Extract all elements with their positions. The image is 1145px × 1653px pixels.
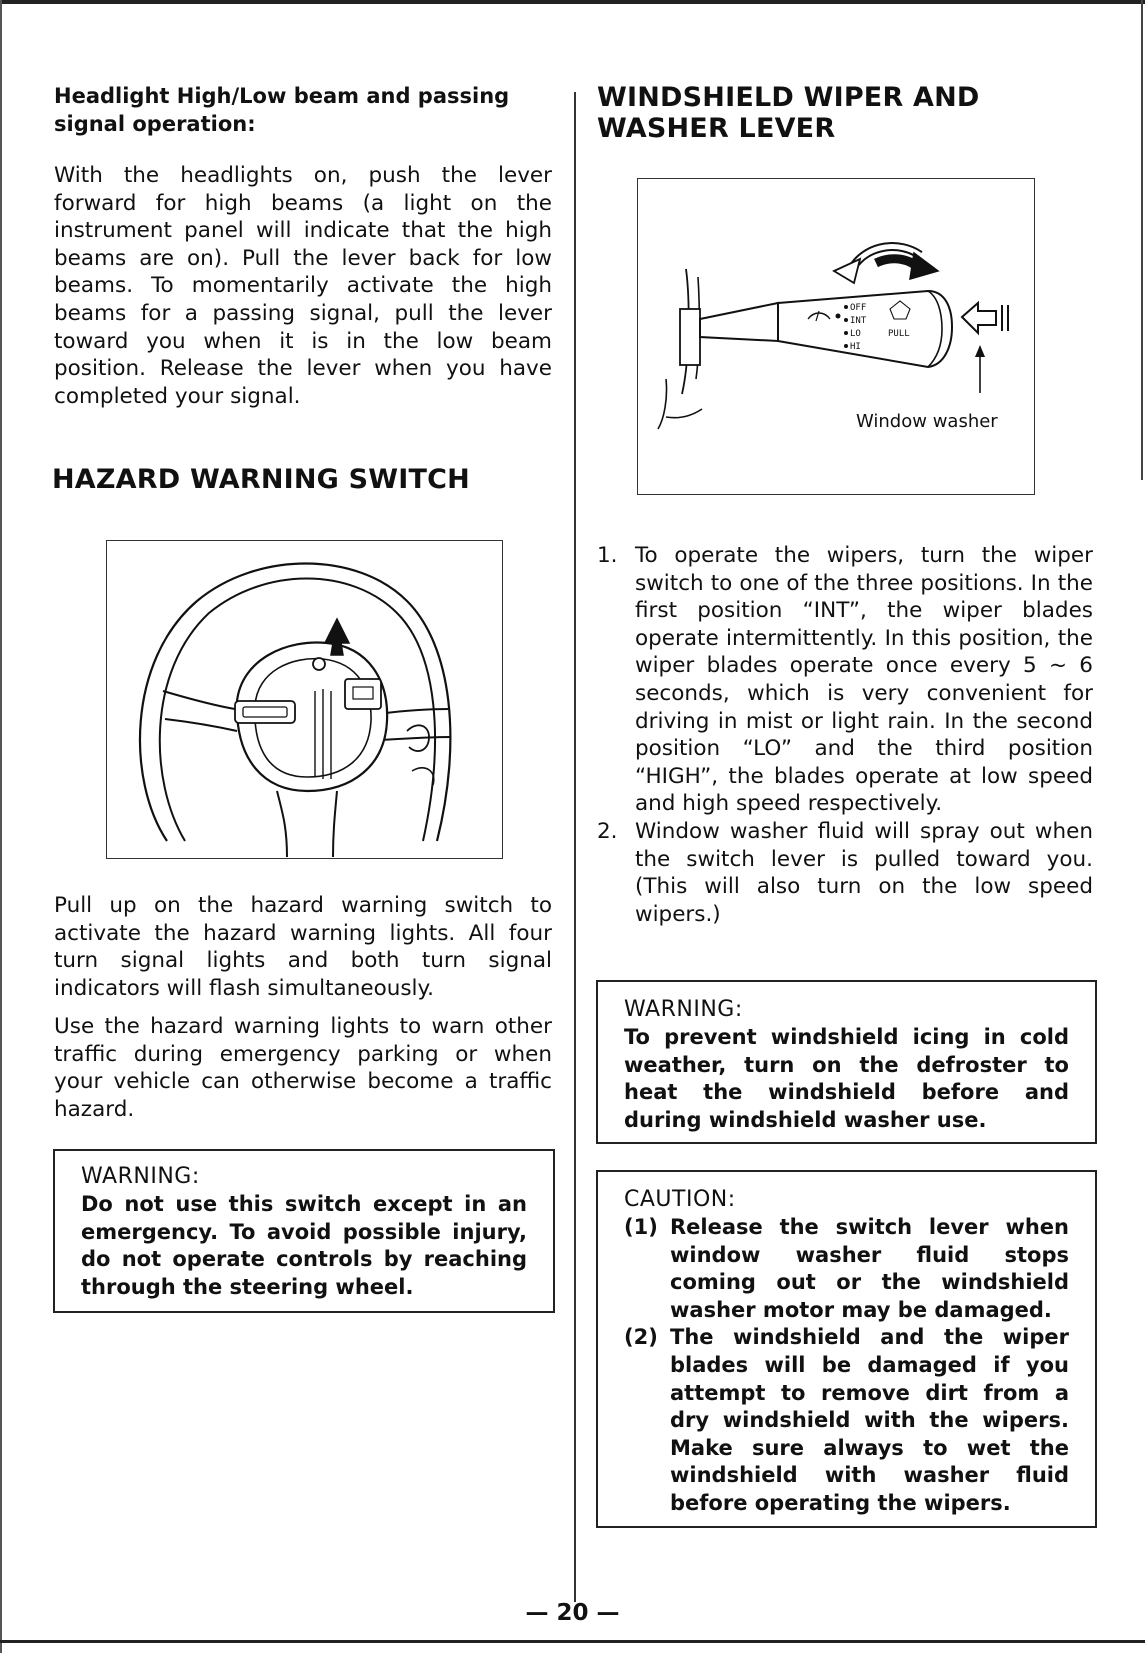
page-right-edge-mark	[1141, 0, 1143, 480]
caution-item-2-text: The windshield and the wiper blades will be damaged if you attempt to remove dirt from a dry windshield with the wipers. Make sure always to wet the windshield with washer fluid before operating the wipers.	[670, 1325, 1069, 1515]
hazard-warning-box	[53, 1149, 555, 1313]
wiper-step-1	[597, 542, 1093, 818]
lever-label-pull: PULL	[888, 329, 910, 339]
wiper-step-2	[597, 818, 1093, 928]
wiper-step-1-text: To operate the wipers, turn the wiper switch to one of the three positions. In the first position “INT”, the wiper blades operate intermittently. In this position, the wiper blades operate once every 5 ~ 6 seconds, which is very convenient for driving in mist or light rain. In the second position “LO” and the third position “HIGH”, the blades operate at low speed and high speed respectively.	[635, 543, 1093, 817]
page-left-border	[0, 0, 2, 1653]
lever-label-int: INT	[850, 316, 867, 326]
wiper-step-2-text: Window washer fluid will spray out when the switch lever is pulled toward you. (This will also turn on the low speed wipers.)	[635, 818, 1093, 927]
steering-wheel-figure	[106, 540, 503, 859]
wiper-warning-box	[596, 980, 1097, 1144]
wiper-caution-box	[596, 1170, 1097, 1528]
caution-item-1-text: Release the switch lever when window washer fluid stops coming out or the windshield washer motor may be damaged.	[670, 1215, 1069, 1322]
wiper-section-title	[597, 82, 1097, 144]
caution-item-1	[624, 1214, 1069, 1324]
lever-label-lo: LO	[850, 329, 861, 339]
hazard-paragraph-1: Pull up on the hazard warning switch to activate the hazard warning lights. All four turn signal lights and both turn signal indicators will flash simultaneously.	[54, 893, 552, 1001]
hazard-warning-text: Do not use this switch except in an emergency. To avoid possible injury, do not operate controls by reaching through the steering wheel.	[81, 1192, 527, 1299]
caution-item-1-number: (1)	[624, 1215, 658, 1239]
wiper-title-line-1: WINDSHIELD WIPER AND	[597, 82, 980, 113]
caution-list	[624, 1214, 1069, 1518]
wiper-title-line-2: WASHER LEVER	[597, 113, 836, 144]
page-top-border	[0, 0, 1145, 4]
caution-item-2	[624, 1324, 1069, 1517]
lever-label-off: OFF	[850, 303, 867, 313]
wiper-steps-list	[597, 542, 1093, 928]
caution-title: CAUTION:	[624, 1187, 736, 1212]
wiper-warning-title: WARNING:	[624, 997, 743, 1022]
page-number: — 20 —	[525, 1600, 620, 1626]
hazard-paragraph-2: Use the hazard warning lights to warn other traffic during emergency parking or when your vehicle can otherwise become a traffic hazard.	[54, 1014, 552, 1122]
wiper-step-1-number: 1.	[597, 543, 618, 568]
wiper-lever-figure	[637, 178, 1035, 495]
hazard-section-title: HAZARD WARNING SWITCH	[52, 464, 470, 495]
headlight-heading: Headlight High/Low beam and passing signal operation:	[54, 84, 510, 136]
wiper-step-2-number: 2.	[597, 818, 618, 844]
headlight-body: With the headlights on, push the lever forward for high beams (a light on the instrument panel will indicate that the high beams are on). Pull the lever back for low beams. To momentarily activate the high beams for a passing signal, pull the lever toward you when it is in the low beam position. Release the lever when you have completed your signal.	[54, 163, 552, 409]
steering-wheel-illustration	[107, 541, 501, 857]
hazard-warning-title: WARNING:	[81, 1164, 200, 1189]
column-divider	[574, 92, 576, 1602]
wiper-lever-illustration	[638, 179, 1033, 493]
page-bottom-border	[0, 1640, 1145, 1643]
lever-label-hi: HI	[850, 342, 861, 352]
wiper-warning-text: To prevent windshield icing in cold weather, turn on the defroster to heat the windshield before and during windshield washer use.	[624, 1025, 1069, 1132]
caution-item-2-number: (2)	[624, 1325, 658, 1350]
window-washer-caption: Window washer	[856, 411, 998, 432]
